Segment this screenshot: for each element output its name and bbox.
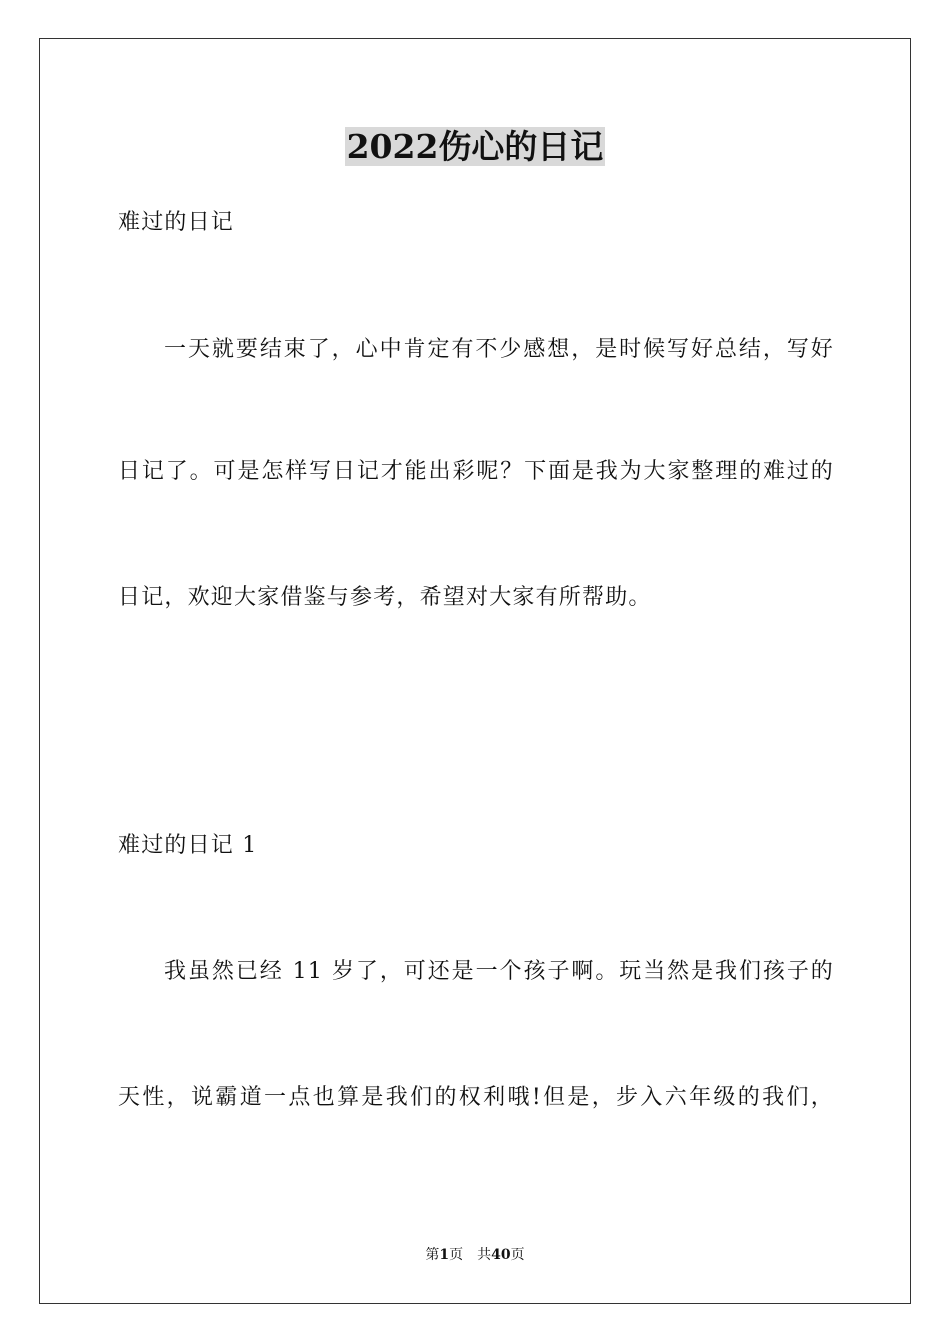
footer-suffix: 页 <box>510 1247 525 1263</box>
paragraph-line: 天性，说霸道一点也算是我们的权利哦!但是，步入六年级的我们， <box>118 1085 834 1110</box>
footer-total-pages: 40 <box>491 1247 511 1263</box>
section-heading: 难过的日记 <box>118 210 235 235</box>
footer-prefix: 第 <box>425 1247 440 1263</box>
paragraph-line: 我虽然已经 11 岁了，可还是一个孩子啊。玩当然是我们孩子的 <box>164 959 834 984</box>
document-title <box>0 124 950 170</box>
footer-middle: 页 共 <box>449 1247 492 1263</box>
paragraph-line: 日记了。可是怎样写日记才能出彩呢？下面是我为大家整理的难过的 <box>118 459 834 484</box>
footer-page-number: 1 <box>439 1247 450 1263</box>
document-title-text: 2022伤心的日记 <box>346 127 604 166</box>
paragraph-line: 一天就要结束了，心中肯定有不少感想，是时候写好总结，写好 <box>164 337 834 362</box>
section-heading: 难过的日记 1 <box>118 833 258 858</box>
page-footer <box>0 1245 950 1265</box>
paragraph-line: 日记，欢迎大家借鉴与参考，希望对大家有所帮助。 <box>118 585 652 610</box>
